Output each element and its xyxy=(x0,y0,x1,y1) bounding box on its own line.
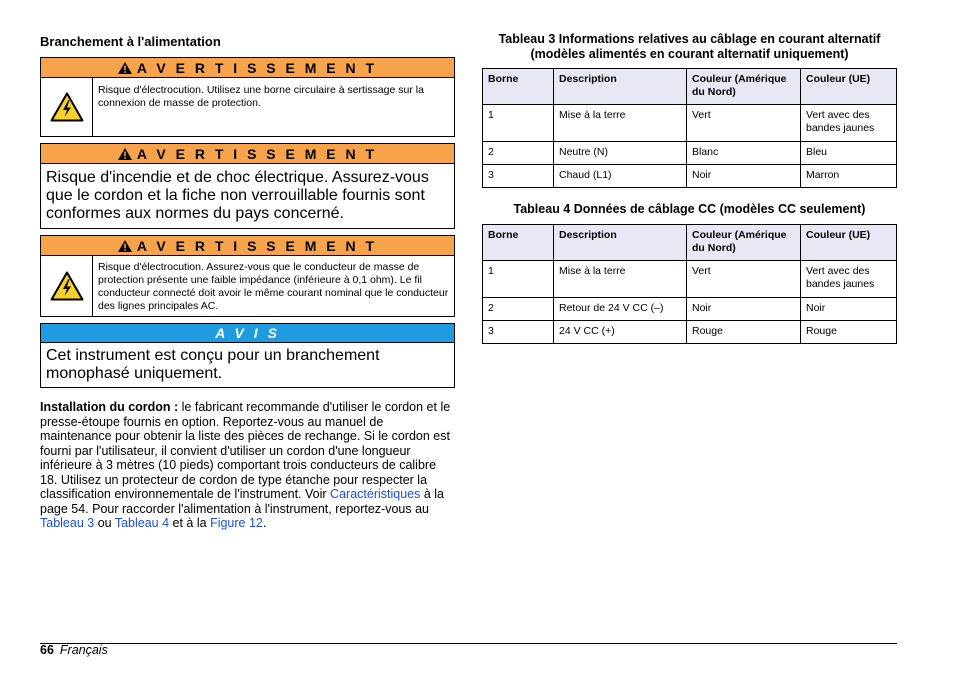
header-cell: Description xyxy=(554,225,687,261)
warning-header xyxy=(41,144,454,164)
paragraph-text: ou xyxy=(94,516,115,530)
warning-box-3 xyxy=(40,235,455,317)
notice-text: Cet instrument est conçu pour un branchement monophasé uniquement. xyxy=(46,347,380,382)
header-cell: Couleur (Amérique du Nord) xyxy=(687,225,801,261)
table-cell: Noir xyxy=(801,298,897,321)
header-cell: Description xyxy=(554,69,687,105)
warning-header xyxy=(41,236,454,256)
table-header-row xyxy=(483,225,897,261)
warning-box-1 xyxy=(40,57,455,137)
electrical-hazard-icon xyxy=(41,78,93,136)
link-tableau-4[interactable]: Tableau 4 xyxy=(114,516,170,530)
warning-triangle-icon xyxy=(118,62,132,74)
table-cell: 3 xyxy=(483,165,554,188)
table3 xyxy=(482,68,897,188)
warning-triangle-icon xyxy=(118,240,132,252)
table-cell: Rouge xyxy=(801,321,897,344)
table-row xyxy=(483,105,897,142)
header-cell: Couleur (UE) xyxy=(801,69,897,105)
page-number: 66 xyxy=(40,643,54,657)
header-cell: Couleur (Amérique du Nord) xyxy=(687,69,801,105)
table-cell: Rouge xyxy=(687,321,801,344)
table-cell: Bleu xyxy=(801,142,897,165)
electrical-hazard-icon xyxy=(41,256,93,316)
table-cell: Vert avec des bandes jaunes xyxy=(801,105,897,142)
paragraph-text: et à la xyxy=(169,516,211,530)
install-paragraph xyxy=(40,400,455,531)
warning-header-text: A V E R T I S S E M E N T xyxy=(136,59,378,76)
table-cell: Vert xyxy=(687,261,801,298)
table-cell: 3 xyxy=(483,321,554,344)
warning-text: Risque d'électrocution. Assurez-vous que le conducteur de masse de protection présente une faible impédance (inférieure à 0,1 ohm). Le fil conducteur connecté doit avoir le même courant nominal que le conducteur des lignes principales AC. xyxy=(98,261,449,312)
link-tableau-3[interactable]: Tableau 3 xyxy=(40,516,95,530)
table3-caption-line1: Tableau 3 Informations relatives au câblage en courant alternatif xyxy=(498,32,881,46)
warning-header-text: A V E R T I S S E M E N T xyxy=(136,145,378,162)
table-cell: 1 xyxy=(483,261,554,298)
table-cell: Blanc xyxy=(687,142,801,165)
right-column xyxy=(482,32,897,344)
footer-divider xyxy=(40,643,897,644)
table-cell: Vert avec des bandes jaunes xyxy=(801,261,897,298)
header-cell: Borne xyxy=(483,69,554,105)
table-cell: Mise à la terre xyxy=(554,261,687,298)
paragraph-text: le fabricant recommande d'utiliser le cordon et le presse-étoupe fournis en option. Reportez-vous au manuel de maintenance pour obtenir la liste des pièces de rechange. Si le cordon est fourni par l'utilisateur, il convient d'utiliser un cordon d'une longueur inférieure à 3 mètres (10 pieds) comportant trois conducteurs de calibre 18. Utilisez un protecteur de cordon de type étanche pour respecter la classification environnementale de l'instrument. Voir xyxy=(40,400,451,501)
page-footer xyxy=(40,643,108,657)
table-row xyxy=(483,261,897,298)
section-title: Branchement à l'alimentation xyxy=(40,34,221,49)
header-cell: Borne xyxy=(483,225,554,261)
table4-caption: Tableau 4 Données de câblage CC (modèles CC seulement) xyxy=(513,202,866,216)
table-cell: Neutre (N) xyxy=(554,142,687,165)
table-row xyxy=(483,298,897,321)
table-cell: Marron xyxy=(801,165,897,188)
footer-language: Français xyxy=(59,643,108,657)
notice-header: A V I S xyxy=(41,324,454,343)
warning-triangle-icon xyxy=(118,148,132,160)
table-cell: Noir xyxy=(687,165,801,188)
table3-caption xyxy=(482,32,897,62)
warning-header-text: A V E R T I S S E M E N T xyxy=(136,237,378,254)
paragraph-text: à la page 54. Pour raccorder l'alimentation à l'instrument, reportez-vous au xyxy=(40,487,445,516)
table-cell: Vert xyxy=(687,105,801,142)
table-cell: Chaud (L1) xyxy=(554,165,687,188)
warning-text: Risque d'électrocution. Utilisez une borne circulaire à sertissage sur la connexion de masse de protection. xyxy=(98,84,424,109)
table-header-row xyxy=(483,69,897,105)
table-cell: Noir xyxy=(687,298,801,321)
warning-text: Risque d'incendie et de choc électrique. Assurez-vous que le cordon et la fiche non verrouillable fournis sont conformes aux normes du pays concerné. xyxy=(46,169,429,222)
table-cell: 24 V CC (+) xyxy=(554,321,687,344)
link-caracteristiques[interactable]: Caractéristiques xyxy=(330,487,421,501)
link-figure-12[interactable]: Figure 12 xyxy=(210,516,263,530)
table-cell: 2 xyxy=(483,298,554,321)
table-cell: Mise à la terre xyxy=(554,105,687,142)
table-row xyxy=(483,142,897,165)
table4 xyxy=(482,224,897,344)
notice-box xyxy=(40,323,455,388)
left-column xyxy=(40,32,455,531)
warning-header xyxy=(41,58,454,78)
paragraph-text: . xyxy=(262,516,267,530)
table3-caption-line2: (modèles alimentés en courant alternatif uniquement) xyxy=(530,47,849,61)
table-cell: 2 xyxy=(483,142,554,165)
table-row xyxy=(483,165,897,188)
warning-box-2 xyxy=(40,143,455,229)
table-row xyxy=(483,321,897,344)
table-cell: 1 xyxy=(483,105,554,142)
install-lead: Installation du cordon : xyxy=(40,400,179,414)
header-cell: Couleur (UE) xyxy=(801,225,897,261)
table-cell: Retour de 24 V CC (–) xyxy=(554,298,687,321)
